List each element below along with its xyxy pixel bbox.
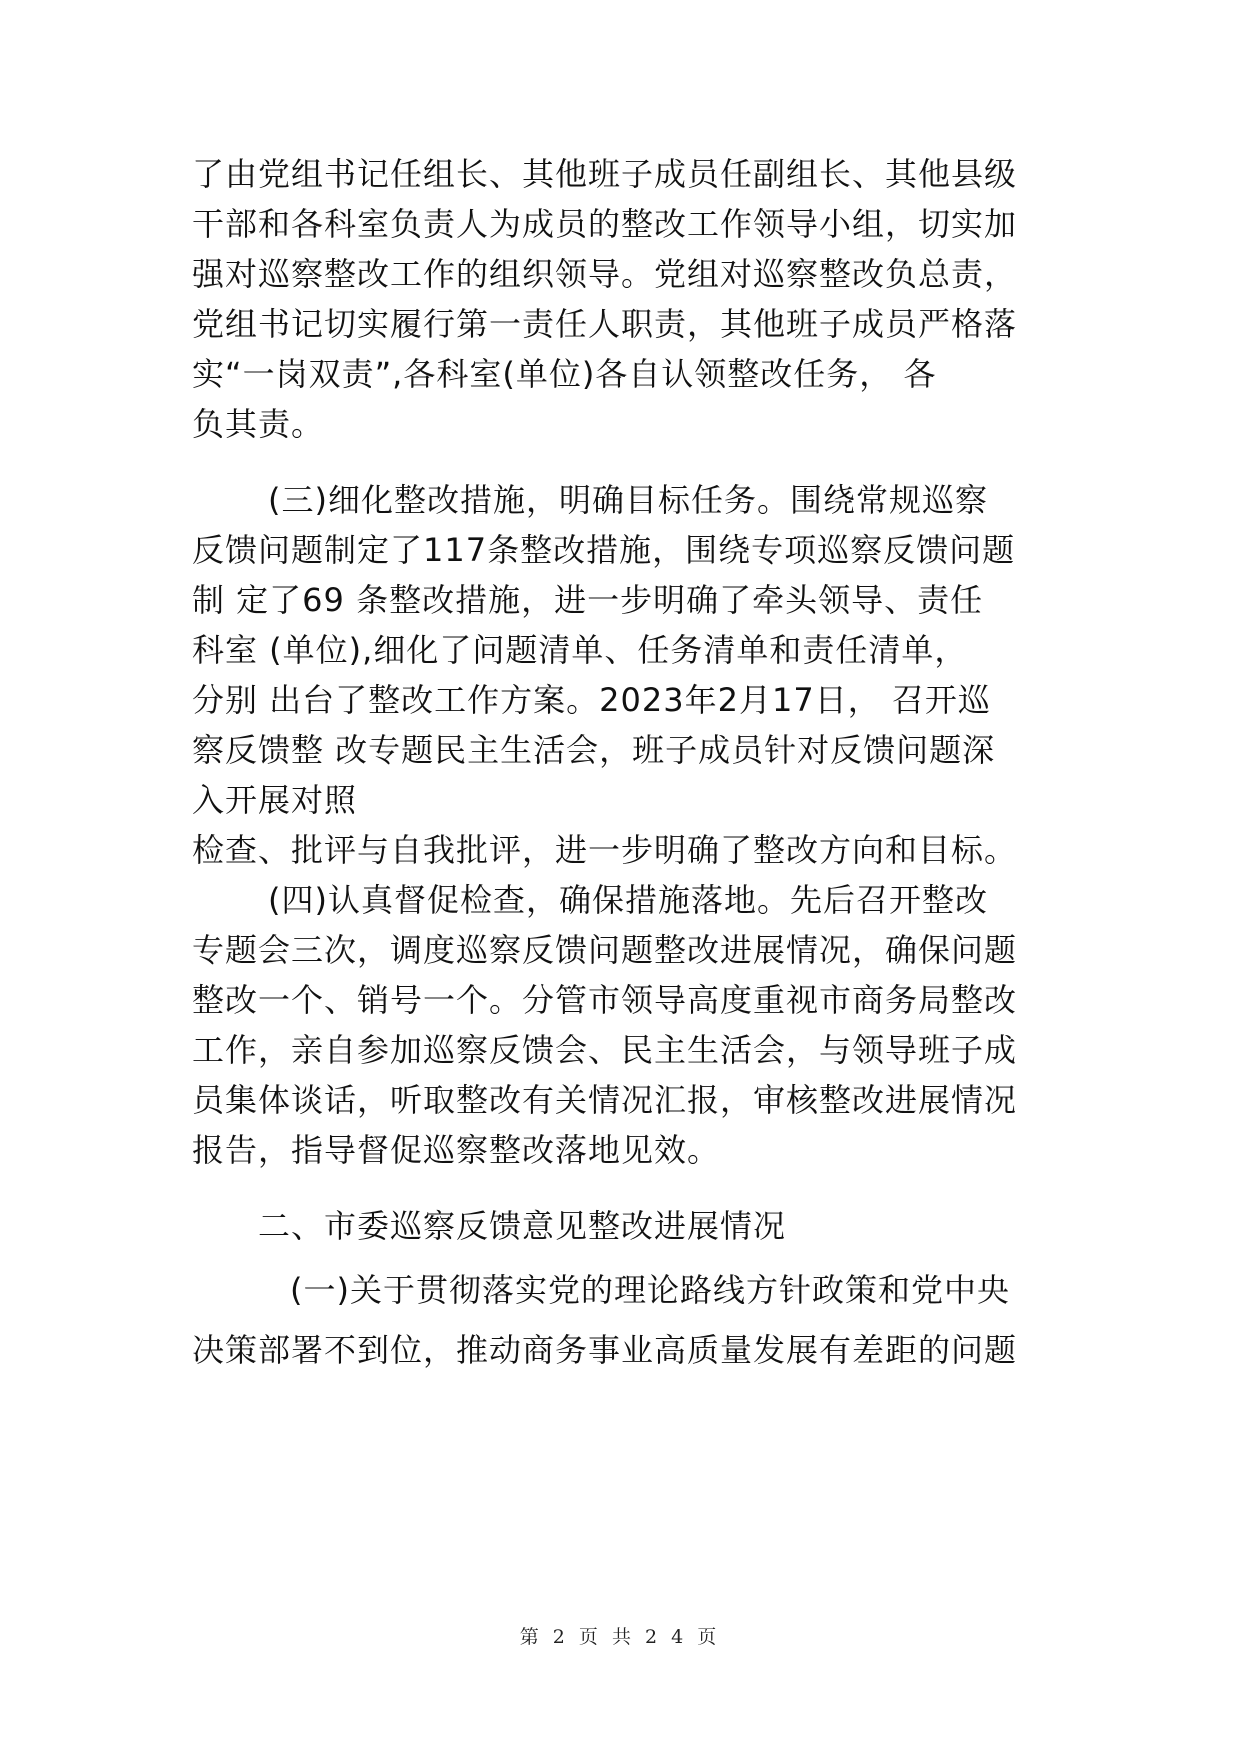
body-text-line: 检查、批评与自我批评，进一步明确了整改方向和目标。 — [192, 831, 1018, 869]
body-text-line: 反馈问题制定了117条整改措施，围绕专项巡察反馈问题 — [192, 531, 1016, 569]
section-heading: 二、市委巡察反馈意见整改进展情况 — [258, 1207, 787, 1245]
body-text-line: 实“一岗双责”,各科室(单位)各自认领整改任务， 各 — [192, 355, 937, 393]
body-text-line: 员集体谈话，听取整改有关情况汇报，审核整改进展情况 — [192, 1081, 1018, 1119]
body-text-line: 整改一个、销号一个。分管市领导高度重视市商务局整改 — [192, 981, 1018, 1019]
body-text-line: 制 定了69 条整改措施，进一步明确了牵头领导、责任 — [192, 581, 984, 619]
body-text-line: 入开展对照 — [192, 781, 358, 819]
body-text-line: 专题会三次，调度巡察反馈问题整改进展情况，确保问题 — [192, 931, 1018, 969]
body-text-line: 工作，亲自参加巡察反馈会、民主生活会，与领导班子成 — [192, 1031, 1018, 1069]
body-text-line: 负其责。 — [192, 405, 325, 443]
body-text-line: 报告，指导督促巡察整改落地见效。 — [192, 1131, 721, 1169]
section-4-first-line: (四)认真督促检查，确保措施落地。先后召开整改 — [268, 881, 988, 919]
subsection-1-first-line: (一)关于贯彻落实党的理论路线方针政策和党中央 — [290, 1271, 1010, 1309]
body-text-line: 分别 出台了整改工作方案。2023年2月17日， 召开巡 — [192, 681, 991, 719]
body-text-line: 决策部署不到位，推动商务事业高质量发展有差距的问题 — [192, 1331, 1018, 1369]
body-text-line: 科室 (单位),细化了问题清单、任务清单和责任清单， — [192, 631, 968, 669]
page-number-footer: 第 2 页 共 2 4 页 — [519, 1626, 721, 1648]
body-text-line: 干部和各科室负责人为成员的整改工作领导小组，切实加 — [192, 205, 1018, 243]
body-text-line: 了由党组书记任组长、其他班子成员任副组长、其他县级 — [192, 155, 1018, 193]
body-text-line: 察反馈整 改专题民主生活会，班子成员针对反馈问题深 — [192, 731, 996, 769]
body-text-line: 党组书记切实履行第一责任人职责，其他班子成员严格落 — [192, 305, 1018, 343]
body-text-line: 强对巡察整改工作的组织领导。党组对巡察整改负总责， — [192, 255, 1018, 293]
section-3-first-line: (三)细化整改措施，明确目标任务。围绕常规巡察 — [268, 481, 988, 519]
